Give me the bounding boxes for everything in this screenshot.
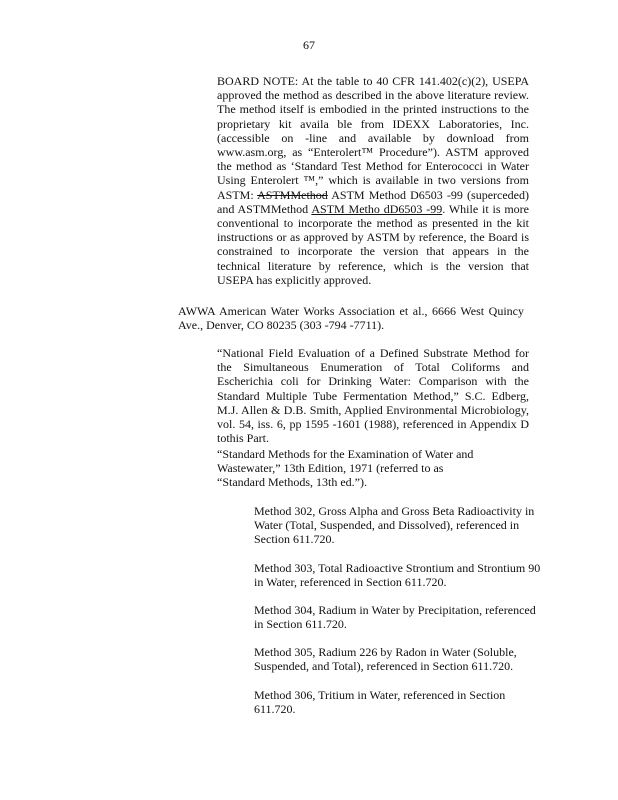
board-note-text-3: . While it is more conventional to incorporate the method as presented in the kit instructions or as approved by ASTM by reference, the Board is constrained to incorporate the version that appears in the technical literature by reference, which is the version that USEPA has explicitly approved.	[217, 201, 530, 287]
method-306: Method 306, Tritium in Water, referenced in Section 611.720.	[254, 688, 506, 717]
board-note-text-2: ASTM Method D6503 -99 (superceded) and ASTMMethod	[217, 187, 529, 216]
method-303: Method 303, Total Radioactive Strontium and Strontium 90 in Water, referenced in Section 611.720.	[254, 561, 541, 590]
board-note-text: BOARD NOTE: At the table to 40 CFR 141.402(c)(2), USEPA approved the method as described in the above literature review. The method itself is embodied in the printed instructions to the proprietary kit availa ble from IDEXX Laboratories, Inc. (accessible on -line and available by download from www.asm.org, as “Enterolert™ Procedure”). ASTM approved the method as ‘Standard Test Method for Enterococci in Water Using Enterolert ™,” which is available in two versions from ASTM:	[217, 74, 529, 202]
page-number: 67	[303, 38, 315, 52]
board-note	[217, 74, 529, 287]
board-note-underlined-text: ASTM Metho dD6503 -99	[311, 201, 443, 216]
method-304: Method 304, Radium in Water by Precipitation, referenced in Section 611.720.	[254, 603, 536, 632]
method-305: Method 305, Radium 226 by Radon in Water (Soluble, Suspended, and Total), referenced in Section 611.720.	[254, 645, 517, 674]
method-302: Method 302, Gross Alpha and Gross Beta Radioactivity in Water (Total, Suspended, and Dissolved), referenced in Section 611.720.	[254, 504, 535, 547]
reference-edberg: “National Field Evaluation of a Defined Substrate Method for the Simultaneous Enumeration of Total Coliforms and Escherichia coli for Drinking Water: Comparison with the Standard Multiple Tube Fermentation Method,” S.C. Edberg, M.J. Allen & D.B. Smith, Applied Environmental Microbiology, vol. 54, iss. 6, pp 1595 -1601 (1988), referenced in Appendix D tothis Part.	[217, 346, 529, 446]
reference-standard-methods: “Standard Methods for the Examination of Water and Wastewater,” 13th Edition, 1971 (referred to as “Standard Methods, 13th ed.”).	[217, 447, 474, 490]
board-note-struck-text: ASTMMethod	[257, 187, 328, 202]
awwa-entry: AWWA American Water Works Association et al., 6666 West Quincy Ave., Denver, CO 80235 (303 -794 -7711).	[178, 304, 524, 333]
